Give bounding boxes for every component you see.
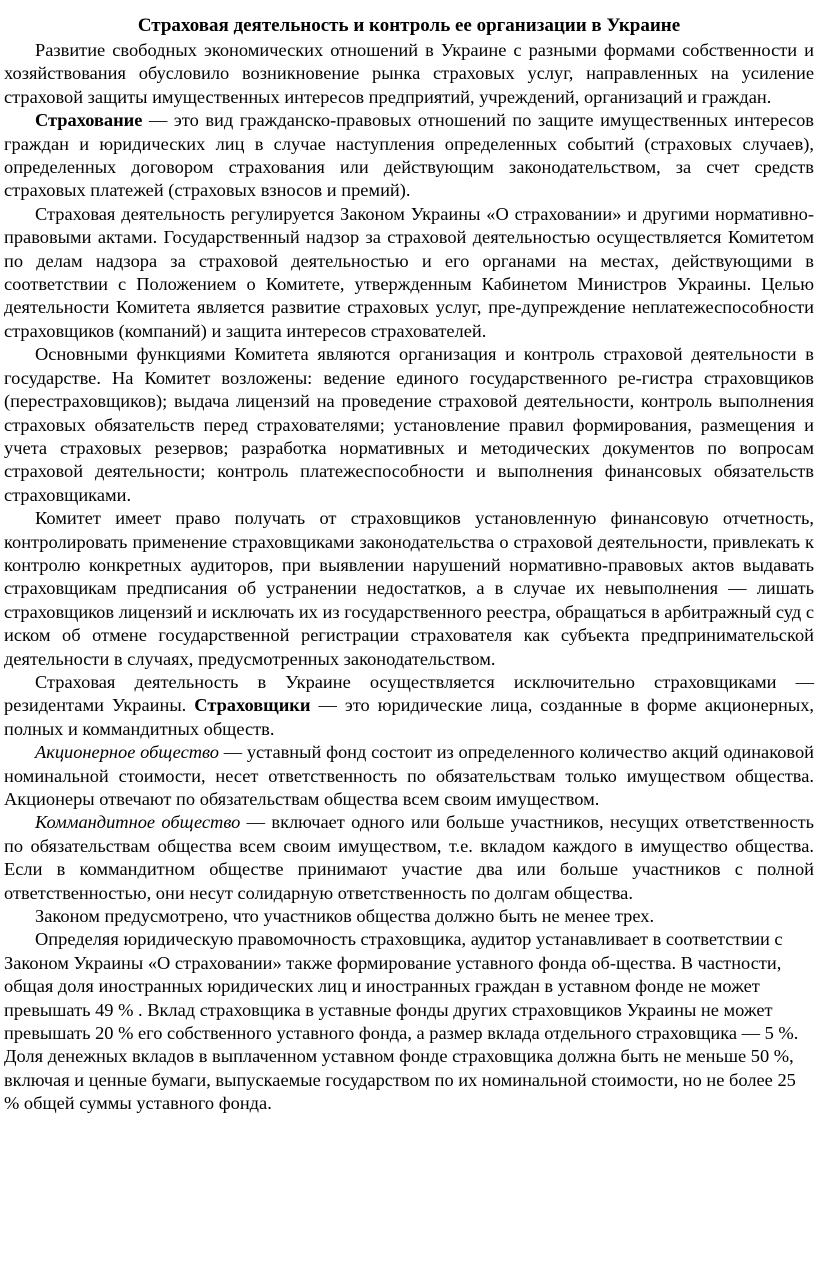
paragraph-committee-functions: Основными функциями Комитета являются организация и контроль страховой деятельности в государстве. На Комитет возложены: ведение единого государственного ре-гистра страховщиков (перестраховщиков); выдача лицензий на проведение страховой деятельности, контроль выполнения страховых обязательств перед страхователями; установление правил формирования, размещения и учета страховых резервов; разработка нормативных и методических документов по вопросам страховой деятельности; контроль платежеспособности и выполнения финансовых обязательств страховщиками. — [4, 344, 814, 505]
paragraph-insurance-definition — [4, 109, 814, 203]
paragraph-minimum-participants: Законом предусмотрено, что участников общества должно быть не менее трех. — [35, 906, 655, 927]
paragraph-insurers — [4, 671, 814, 741]
term-insurers: Страховщики — [194, 695, 311, 716]
paragraph-authorized-capital: Определяя юридическую правомочность страховщика, аудитор устанавливает в соответствии с Законом Украины «О страховании» также формирование уставного фонда об-щества. В частности, общая доля иностранных юридических лиц и иностранных граждан в уставном фонде не может превышать 49 % . Вклад страховщика в уставные фонды других страховщиков Украины не может превышать 20 % его собственного уставного фонда, а размер вклада отдельного страховщика — 5 %. Доля денежных вкладов в выплаченном уставном фонде страховщика должна быть не меньше 50 %, включая и ценные бумаги, выпускаемые государством по их номинальной стоимости, но не более 25 % общей суммы уставного фонда. — [4, 929, 799, 1114]
paragraph-limited-partnership — [4, 811, 814, 905]
document-title: Страховая деятельность и контроль ее организации в Украине — [137, 15, 681, 36]
limited-partnership-text: — включает одного или больше участников, несущих ответственность по обязательствам общества всем своим имуществом, т.е. вкладом каждого в имущество общества. Если в коммандитном обществе принимают участие два или больше участников с полной ответственностью, они несут солидарную ответственность по долгам общества. — [4, 812, 814, 903]
insurers-intro-text: Страховая деятельность в Украине осуществляется исключительно страховщиками — резидентами Украины. — [4, 671, 814, 716]
term-limited-partnership: Коммандитное общество — [35, 812, 241, 833]
joint-stock-company-text: — уставный фонд состоит из определенного количество акций одинаковой номинальной стоимости, несет ответственность по обязательствам только имуществом общества. Акционеры отвечают по обязательствам общества всем своим имуществом. — [4, 742, 814, 809]
term-joint-stock-company: Акционерное общество — [35, 742, 219, 763]
insurers-definition-text: — это юридические лица, созданные в форме акционерных, полных и коммандитных обществ. — [4, 695, 814, 739]
paragraph-regulation: Страховая деятельность регулируется Законом Украины «О страховании» и другими нормативно-правовыми актами. Государственный надзор за страховой деятельностью осуществляется Комитетом по делам надзора за страховой деятельностью и его органами на местах, действующими в соответствии с Положением о Комитете, утвержденным Кабинетом Министров Украины. Целью деятельности Комитета является развитие страховых услуг, пре-дупреждение неплатежеспособности страховщиков (компаний) и защита интересов страхователей. — [4, 203, 814, 341]
term-insurance: Страхование — [35, 110, 143, 131]
paragraph-committee-rights: Комитет имеет право получать от страховщиков установленную финансовую отчетность, контролировать применение страховщиками законодательства о страховой деятельности, привлекать к контролю конкретных аудиторов, при выявлении нарушений нормативно-правовых актов выдавать страховщикам предписания об устранении недостатков, а в случае их невыполнения — лишать страховщиков лицензий и исключать их из государственного реестра, обращаться в арбитражный суд с иском об отмене государственной регистрации страхователя как субъекта предпринимательской деятельности в случаях, предусмотренных законодательством. — [4, 508, 814, 669]
insurance-definition-text: — это вид гражданско-правовых отношений по защите имущественных интересов граждан и юридических лиц в случае наступления определенных событий (страховых случаев), определенных договором страхования или действующим законодательством, за счет средств страховых платежей (страховых взносов и премий). — [4, 110, 814, 201]
paragraph-market-development: Развитие свободных экономических отношений в Украине с разными формами собственности и хозяйствования обусловило возникновение рынка страховых услуг, направленных на усиление страховой защиты имущественных интересов предприятий, учреждений, организаций и граждан. — [4, 40, 814, 107]
paragraph-joint-stock-company — [4, 741, 814, 811]
